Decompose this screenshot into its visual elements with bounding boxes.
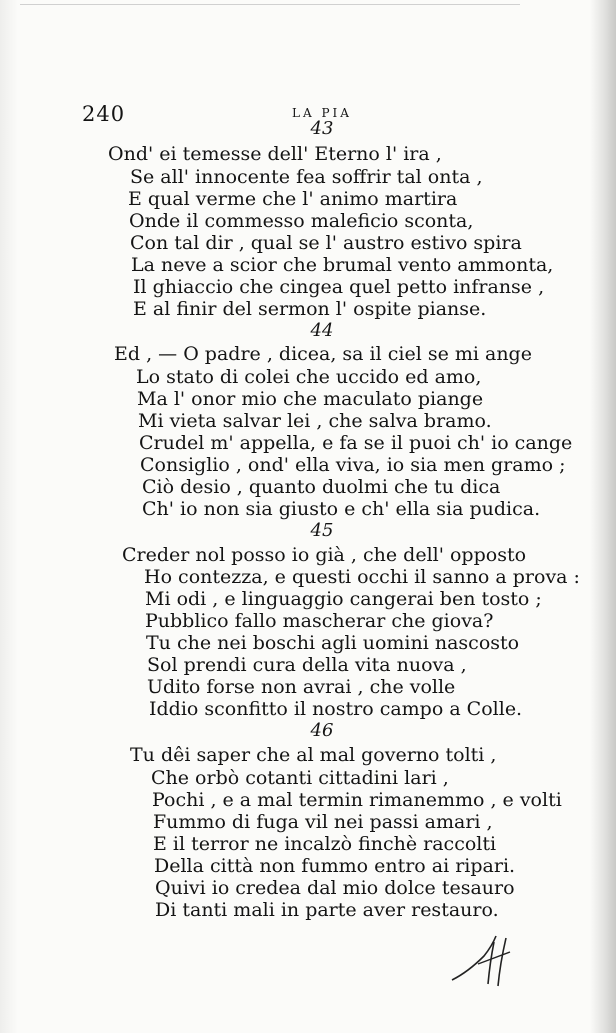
verse-line: Lo stato di colei che uccido ed amo,	[136, 366, 482, 388]
verse-line: Consiglio , ond' ella viva, io sia men gramo ;	[140, 454, 566, 476]
verse-line: Ho contezza, e questi occhi il sanno a prova :	[144, 566, 580, 588]
verse-line: Crudel m' appella, e fa se il puoi ch' io cange	[139, 432, 573, 454]
verse-line: Ma l' onor mio che maculato piange	[137, 388, 484, 410]
verse-line: Tu dêi saper che al mal governo tolti ,	[130, 744, 497, 766]
stanza-number: 45	[310, 520, 334, 541]
verse-line: Pubblico fallo mascherar che giova?	[145, 610, 494, 632]
verse-line: E al finir del sermon l' ospite pianse.	[133, 298, 487, 320]
verse-line: Ch' io non sia giusto e ch' ella sia pudica.	[142, 498, 541, 520]
top-edge-shadow	[20, 4, 520, 5]
verse-line: Che orbò cotanti cittadini lari ,	[151, 767, 449, 789]
verse-line: Della città non fummo entro ai ripari.	[154, 855, 516, 877]
running-title: LA PIA	[292, 106, 352, 120]
verse-line: E qual verme che l' animo martira	[128, 188, 458, 210]
verse-line: Ed , — O padre , dicea, sa il ciel se mi ange	[114, 343, 532, 365]
verse-line: Iddio sconfitto il nostro campo a Colle.	[149, 698, 523, 720]
stanza-number: 44	[310, 320, 334, 341]
verse-line: Di tanti mali in parte aver restauro.	[155, 899, 499, 921]
verse-line: Ciò desio , quanto duolmi che tu dica	[142, 476, 501, 498]
verse-line: Se all' innocente fea soffrir tal onta ,	[130, 166, 483, 188]
stanza-number: 43	[310, 118, 334, 139]
verse-line: Mi odi , e linguaggio cangerai ben tosto ;	[145, 588, 542, 610]
verse-line: Tu che nei boschi agli uomini nascosto	[146, 632, 520, 654]
verse-line: Sol prendi cura della vita nuova ,	[147, 654, 467, 676]
verse-line: Onde il commesso maleficio sconta,	[129, 210, 474, 232]
page-number: 240	[82, 102, 126, 126]
verse-line: Fummo di fuga vil nei passi amari ,	[153, 811, 493, 833]
verse-line: Pochi , e a mal termin rimanemmo , e volti	[152, 789, 562, 811]
verse-line: Udito forse non avrai , che volle	[147, 676, 456, 698]
verse-line: Quivi io credea dal mio dolce tesauro	[155, 877, 515, 899]
handwritten-mark	[448, 928, 528, 988]
verse-line: Mi vieta salvar lei , che salva bramo.	[138, 410, 492, 432]
verse-line: E il terror ne incalzò finchè raccolti	[153, 833, 497, 855]
verse-line: Ond' ei temesse dell' Eterno l' ira ,	[108, 143, 442, 165]
verse-line: La neve a scior che brumal vento ammonta,	[131, 254, 554, 276]
verse-line: Creder nol posso io già , che dell' opposto	[122, 544, 527, 566]
verse-line: Con tal dir , qual se l' austro estivo spira	[130, 232, 522, 254]
verse-line: Il ghiaccio che cingea quel petto infranse ,	[133, 276, 545, 298]
stanza-number: 46	[310, 720, 334, 741]
